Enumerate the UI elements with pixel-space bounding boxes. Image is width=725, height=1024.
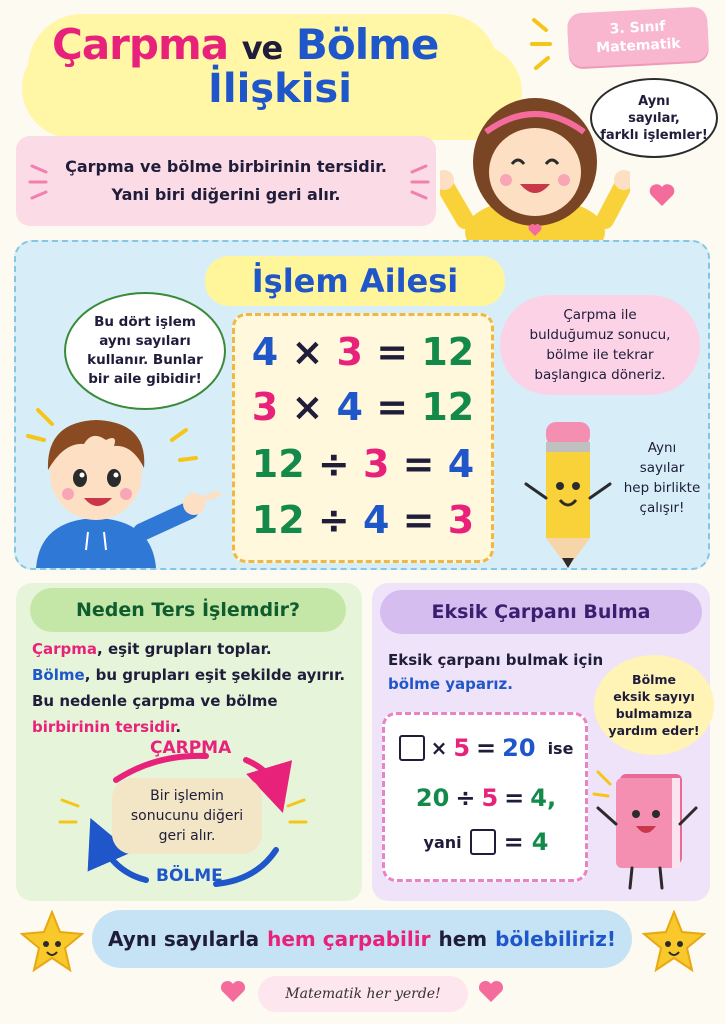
cycle-line: Bir işlemin bbox=[150, 788, 224, 804]
cycle-label-divide: BÖLME bbox=[156, 866, 223, 886]
tip-cloud bbox=[500, 295, 700, 395]
note-line: sayılar bbox=[639, 460, 685, 476]
book-illustration bbox=[592, 764, 702, 894]
cycle-line: geri alır. bbox=[158, 828, 216, 844]
girl-illustration bbox=[440, 92, 630, 242]
keyword-divide: Bölme bbox=[32, 666, 85, 684]
eq-operand: 3 bbox=[251, 385, 279, 429]
bubble-line: bulmamıza bbox=[615, 706, 693, 721]
equation-row bbox=[232, 385, 494, 429]
star-icon bbox=[20, 910, 84, 974]
intro-box bbox=[16, 136, 436, 226]
why-line bbox=[32, 714, 360, 740]
eq-operand: 4 bbox=[336, 385, 363, 429]
book-speech-bubble bbox=[594, 655, 714, 755]
grade-badge bbox=[567, 6, 710, 67]
note-line: hep birlikte bbox=[623, 480, 701, 496]
boy-speech-bubble bbox=[64, 292, 226, 410]
grade-badge-line1: 3. Sınıf bbox=[609, 18, 666, 38]
eq-operand: 5 bbox=[481, 784, 499, 812]
eq-operand: 3 bbox=[362, 442, 390, 486]
sparkle-icon bbox=[402, 160, 432, 204]
eq-operand: 4 bbox=[362, 498, 390, 542]
why-line bbox=[32, 662, 360, 688]
eq-operand: 12 bbox=[251, 498, 305, 542]
bubble-line: Bu dört işlem bbox=[94, 314, 196, 330]
eq-operator: ÷ bbox=[455, 784, 476, 812]
eq-operator: × bbox=[291, 385, 324, 429]
eq-operator: × bbox=[291, 330, 324, 374]
footer-tagline: Matematik her yerde! bbox=[258, 976, 468, 1012]
intro-line2: Yani biri diğerini geri alır. bbox=[111, 185, 341, 204]
footer-text: hem bbox=[438, 927, 488, 951]
eq-equals: = bbox=[402, 442, 435, 486]
cycle-center-box bbox=[112, 778, 262, 854]
sparkle-icon bbox=[528, 14, 568, 74]
tip-line: bulduğumuz sonucu, bbox=[529, 327, 671, 343]
sparkle-icon bbox=[26, 160, 56, 204]
pencil-illustration bbox=[516, 418, 616, 568]
bubble-line: sayılar, bbox=[628, 110, 680, 126]
why-text-span: . bbox=[175, 718, 182, 736]
why-line: Bu nedenle çarpma ve bölme bbox=[32, 692, 278, 710]
find-title: Eksik Çarpanı Bulma bbox=[380, 590, 702, 634]
find-line-highlight: bölme yaparız. bbox=[388, 675, 513, 693]
bubble-line: kullanır. Bunlar bbox=[87, 352, 203, 368]
footer-highlight: bölebiliriz! bbox=[495, 927, 616, 951]
find-row-3 bbox=[388, 828, 584, 856]
find-line: Eksik çarpanı bulmak için bbox=[388, 651, 604, 669]
find-row-1 bbox=[388, 734, 584, 762]
pencil-note bbox=[620, 438, 704, 518]
eq-result: 4, bbox=[530, 784, 557, 812]
footer-highlight: hem çarpabilir bbox=[267, 927, 431, 951]
eq-operator: × bbox=[430, 736, 448, 760]
eq-result: 4 bbox=[447, 442, 475, 486]
eq-lead: yani bbox=[423, 832, 462, 852]
note-line: Aynı bbox=[647, 440, 677, 456]
bubble-line: yardım eder! bbox=[608, 723, 700, 738]
eq-equals: = bbox=[376, 330, 409, 374]
eq-equals: = bbox=[376, 385, 409, 429]
bubble-line: aynı sayıları bbox=[99, 333, 191, 349]
star-icon bbox=[642, 910, 706, 974]
why-text bbox=[32, 636, 360, 740]
bubble-line: eksik sayıyı bbox=[613, 689, 695, 704]
equation-row bbox=[232, 442, 494, 486]
eq-equals: = bbox=[476, 734, 497, 762]
title-word-multiply: Çarpma bbox=[52, 20, 229, 69]
why-text-span: , eşit grupları toplar. bbox=[97, 640, 272, 658]
eq-operand: 12 bbox=[251, 442, 305, 486]
bubble-line: Bölme bbox=[632, 672, 676, 687]
family-title: İşlem Ailesi bbox=[205, 256, 505, 306]
eq-equals: = bbox=[504, 784, 525, 812]
eq-operator: ÷ bbox=[317, 498, 350, 542]
footer-banner bbox=[92, 910, 632, 968]
eq-equals: = bbox=[402, 498, 435, 542]
grade-badge-line2: Matematik bbox=[595, 35, 682, 57]
bubble-line: bir aile gibidir! bbox=[88, 371, 202, 387]
cycle-line: sonucunu diğeri bbox=[130, 808, 244, 824]
eq-result: 4 bbox=[531, 828, 549, 856]
eq-result: 3 bbox=[447, 498, 475, 542]
eq-operand: 20 bbox=[415, 784, 450, 812]
equation-row bbox=[232, 498, 494, 542]
title-word-and: ve bbox=[241, 29, 283, 67]
note-line: çalışır! bbox=[639, 500, 685, 516]
eq-equals: = bbox=[503, 828, 524, 856]
eq-operator: ÷ bbox=[317, 442, 350, 486]
boy-illustration bbox=[22, 400, 222, 568]
keyword-inverse: birbirinin tersidir bbox=[32, 718, 176, 736]
eq-result: 20 bbox=[502, 734, 536, 762]
equation-row bbox=[232, 330, 494, 374]
why-text-span: , bu grupları eşit şekilde ayırır. bbox=[84, 666, 346, 684]
tip-line: Çarpma ile bbox=[563, 307, 637, 323]
eq-operand: 3 bbox=[336, 330, 363, 374]
title-word-divide: Bölme bbox=[295, 20, 439, 69]
eq-tail: ise bbox=[547, 738, 574, 758]
tip-line: bölme ile tekrar bbox=[546, 347, 654, 363]
eq-result: 12 bbox=[421, 385, 475, 429]
why-title: Neden Ters İşlemdir? bbox=[30, 588, 346, 632]
find-row-2 bbox=[388, 784, 584, 812]
bubble-line: farklı işlemler! bbox=[600, 127, 708, 143]
heart-icon bbox=[648, 182, 676, 208]
intro-line1: Çarpma ve bölme birbirinin tersidir. bbox=[65, 157, 387, 176]
eq-operand: 5 bbox=[453, 734, 471, 762]
empty-box-icon bbox=[470, 829, 496, 855]
heart-icon bbox=[478, 980, 504, 1004]
eq-operand: 4 bbox=[251, 330, 279, 374]
footer-text: Aynı sayılarla bbox=[108, 927, 260, 951]
page-title bbox=[52, 20, 438, 69]
bubble-line: Aynı bbox=[638, 93, 670, 109]
keyword-multiply: Çarpma bbox=[32, 640, 98, 658]
empty-box-icon bbox=[399, 735, 425, 761]
why-line bbox=[32, 636, 360, 662]
cycle-label-multiply: ÇARPMA bbox=[150, 738, 232, 758]
tip-line: başlangıca döneriz. bbox=[534, 367, 666, 383]
page-title-line2: İlişkisi bbox=[208, 66, 352, 112]
heart-icon bbox=[220, 980, 246, 1004]
eq-result: 12 bbox=[421, 330, 475, 374]
